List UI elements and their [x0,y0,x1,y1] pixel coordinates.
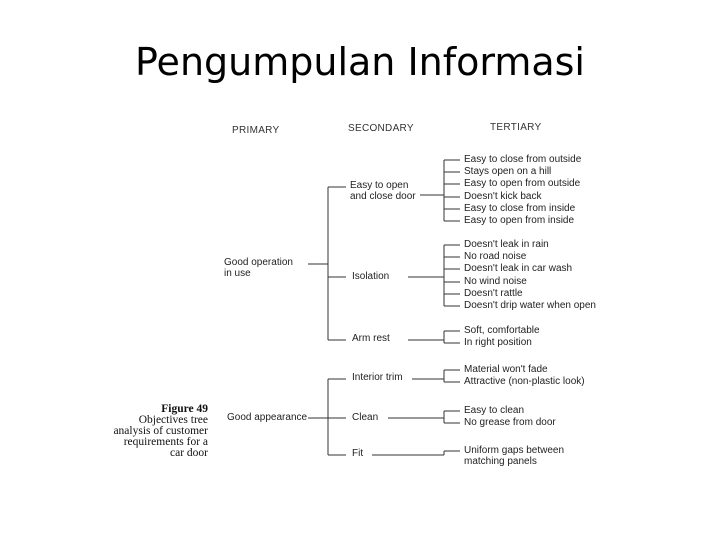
primary-node: Good appearance [227,412,308,423]
tertiary-item: Easy to open from outside [464,178,581,189]
secondary-node: Clean [352,412,379,423]
tertiary-item: No grease from door [464,417,556,428]
tertiary-item: Doesn't leak in rain [464,239,549,250]
figure-caption-text: Objectives tree analysis of customer requirements for a car door [113,414,208,459]
tertiary-item: Easy to clean [464,405,525,416]
tertiary-item: Soft, comfortable [464,325,540,336]
tertiary-item: Uniform gaps between matching panels [464,445,565,467]
tertiary-column-header: TERTIARY [490,122,542,133]
tertiary-item: Doesn't kick back [464,191,542,202]
tertiary-item: Doesn't leak in car wash [464,263,573,274]
secondary-node-line-1: Easy to open [350,180,409,191]
secondary-node: Fit [352,448,364,459]
tertiary-item: Easy to close from outside [464,154,582,165]
slide-title: Pengumpulan Informasi [135,40,585,84]
tertiary-item: No road noise [464,251,527,262]
secondary-node: Arm rest [352,333,390,344]
tertiary-item: Easy to close from inside [464,203,576,214]
secondary-node: Interior trim [352,372,403,383]
secondary-node-line-2: and close door [350,191,416,202]
primary-node-line-2: in use [224,268,251,279]
primary-node [224,257,293,279]
tertiary-item: In right position [464,337,532,348]
figure-caption [113,404,208,459]
tertiary-item: Material won't fade [464,364,548,375]
primary-column-header: PRIMARY [232,125,280,136]
tertiary-item: No wind noise [464,276,527,287]
tertiary-item: Doesn't rattle [464,288,523,299]
secondary-column-header: SECONDARY [348,123,414,134]
tertiary-item: Easy to open from inside [464,215,575,226]
secondary-node [350,180,416,202]
secondary-node: Isolation [352,271,390,282]
figure-number: Figure 49 [161,403,208,415]
tertiary-item: Stays open on a hill [464,166,552,177]
tertiary-item: Attractive (non-plastic look) [464,376,585,387]
primary-node-line-1: Good operation [224,257,293,268]
tertiary-item: Doesn't drip water when open [464,300,596,311]
